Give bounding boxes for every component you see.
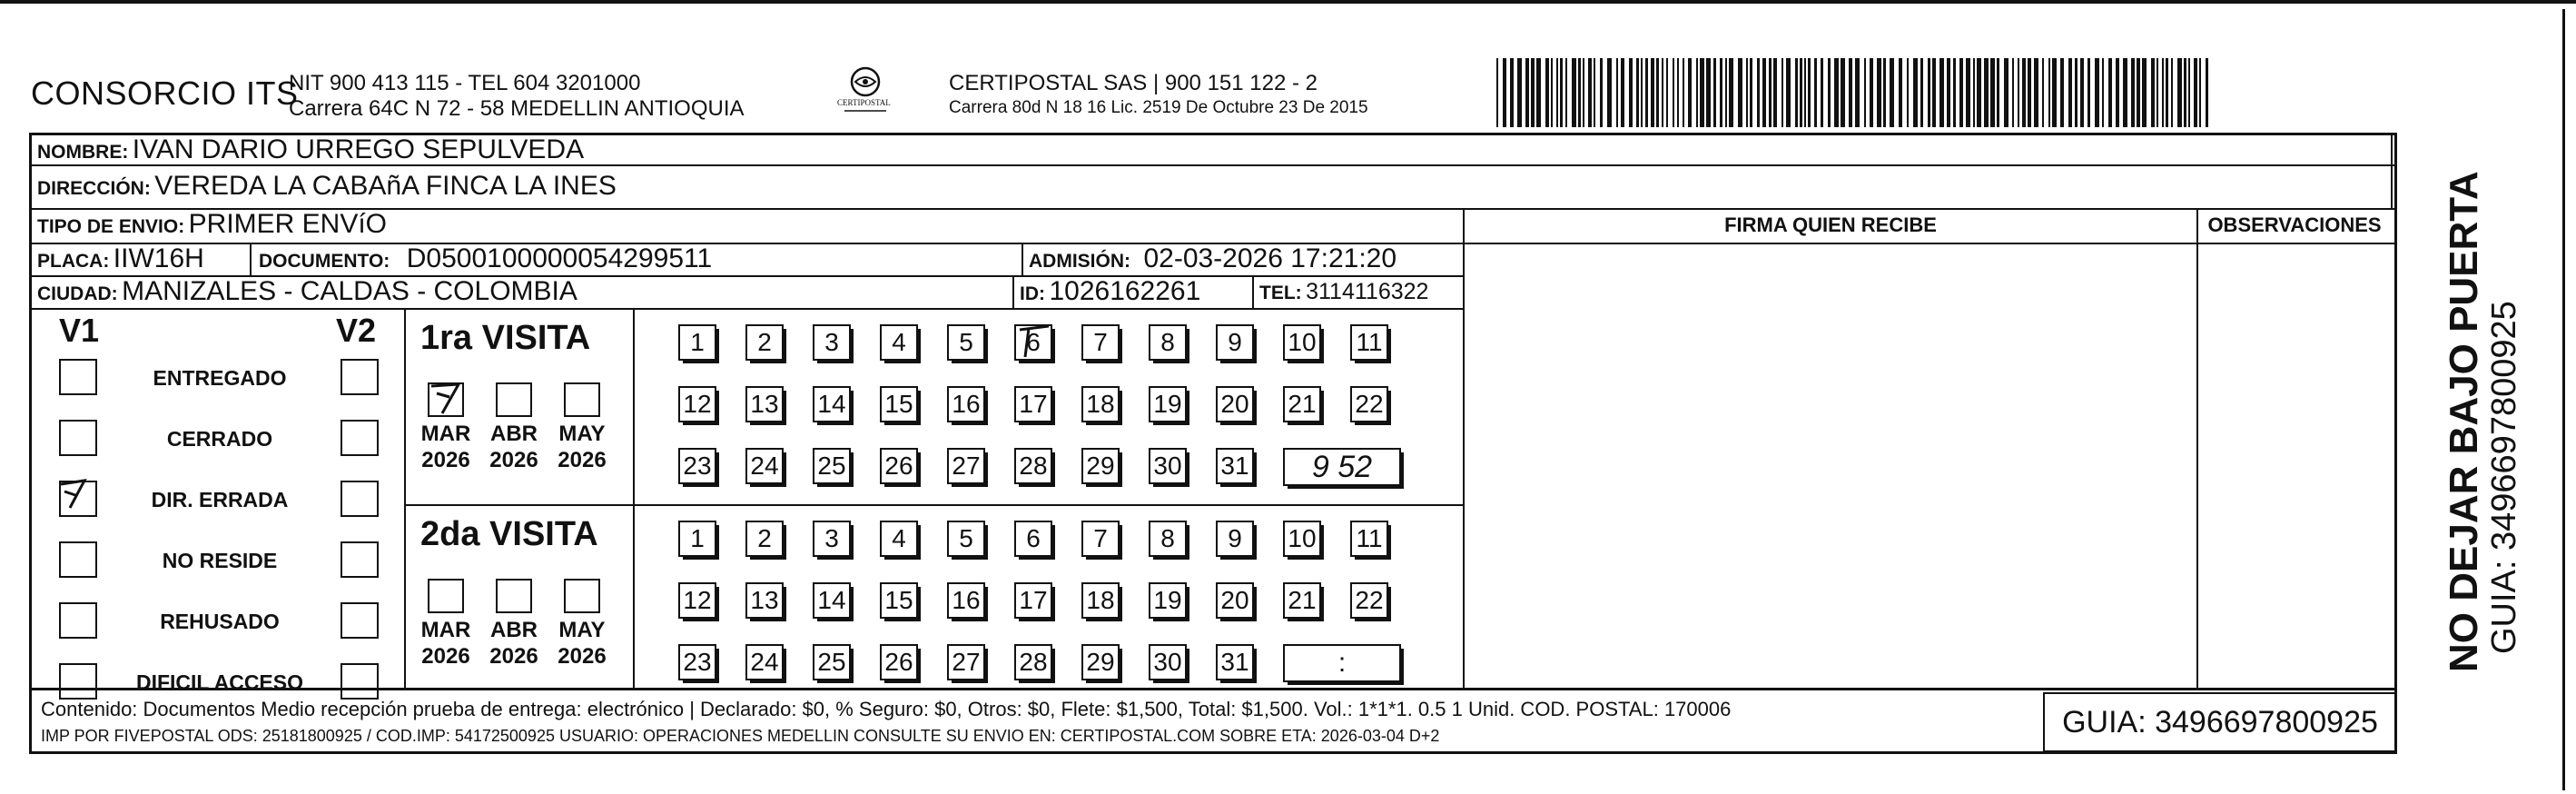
- month-year: 2026: [558, 448, 607, 472]
- status-label: REHUSADO: [160, 610, 280, 633]
- month-name: ABR: [490, 422, 538, 446]
- day-box[interactable]: 16: [947, 386, 985, 422]
- day-box[interactable]: 7: [1081, 324, 1120, 361]
- company-info: [289, 71, 745, 122]
- month-name: MAR: [420, 618, 471, 642]
- month-checkbox[interactable]: [496, 382, 532, 417]
- day-box[interactable]: 8: [1149, 521, 1187, 557]
- barcode: [1496, 58, 2214, 127]
- day-box[interactable]: 13: [745, 386, 784, 422]
- month-checkbox[interactable]: [564, 382, 600, 417]
- month-label: [414, 421, 478, 473]
- day-box[interactable]: 22: [1350, 582, 1388, 619]
- day-box[interactable]: 29: [1081, 448, 1120, 484]
- company-address: Carrera 64C N 72 - 58 MEDELLIN ANTIOQUIA: [289, 96, 745, 121]
- day-box[interactable]: 26: [880, 448, 918, 484]
- day-box[interactable]: 2: [745, 324, 784, 361]
- day-box[interactable]: 20: [1216, 582, 1254, 619]
- admision-field: [1029, 244, 1397, 278]
- day-box[interactable]: 20: [1216, 386, 1254, 422]
- day-box[interactable]: 17: [1014, 386, 1052, 422]
- day-box[interactable]: 28: [1014, 644, 1052, 680]
- day-box[interactable]: 27: [947, 644, 985, 680]
- visit-title: 1ra VISITA: [420, 319, 591, 357]
- v2-checkbox[interactable]: [341, 541, 379, 578]
- day-box[interactable]: 4: [880, 324, 918, 361]
- tel-label: TEL:: [1259, 283, 1302, 303]
- day-box[interactable]: 23: [678, 448, 716, 484]
- nombre-value: IVAN DARIO URREGO SEPULVEDA: [132, 134, 585, 164]
- v2-checkbox[interactable]: [341, 602, 379, 639]
- v1-checkbox[interactable]: [59, 602, 97, 639]
- month-label: [414, 617, 478, 670]
- no-dejar-bajo-puerta: NO DEJAR BAJO PUERTA: [2442, 171, 2486, 672]
- footer-imp-line: IMP POR FIVEPOSTAL ODS: 25181800925 / COD.IMP: 54172500925 USUARIO: OPERACIONES MEDELLIN CONSULTE SU ENVIO EN: CERTIPOSTAL.COM SOBRE ETA: 2026-03-04 D+2: [41, 727, 1440, 745]
- day-box[interactable]: 23: [678, 644, 716, 680]
- day-box[interactable]: 25: [813, 448, 851, 484]
- month-year: 2026: [421, 644, 470, 669]
- carrier-info: [949, 71, 1368, 120]
- placa-label: PLACA:: [37, 251, 110, 272]
- time-field[interactable]: 9 52: [1283, 448, 1401, 486]
- v1-header: V1: [59, 312, 100, 349]
- day-box[interactable]: 9: [1216, 324, 1254, 361]
- admision-value: 02-03-2026 17:21:20: [1143, 243, 1397, 273]
- col-divider: [404, 308, 406, 690]
- footer: [29, 690, 2397, 754]
- side-guia: GUIA: 3496697800925: [2485, 301, 2523, 654]
- company-name: CONSORCIO ITS: [31, 74, 299, 112]
- day-box[interactable]: 6: [1014, 521, 1052, 557]
- day-box[interactable]: 24: [745, 644, 784, 680]
- col-divider: [1012, 275, 1014, 308]
- admision-label: ADMISIÓN:: [1029, 251, 1130, 272]
- status-label: DIFICIL ACCESO: [135, 670, 303, 694]
- direccion-value: VEREDA LA CABAñA FINCA LA INES: [154, 171, 617, 201]
- id-value: 1026162261: [1049, 276, 1201, 306]
- day-box[interactable]: 21: [1283, 386, 1321, 422]
- direccion-field: [37, 172, 617, 205]
- row-divider: [404, 504, 1463, 506]
- month-name: MAY: [558, 422, 606, 446]
- status-label: DIR. ERRADA: [151, 488, 289, 511]
- ciudad-value: MANIZALES - CALDAS - COLOMBIA: [122, 276, 577, 306]
- day-box[interactable]: 26: [880, 644, 918, 680]
- tipo-envio-value: PRIMER ENVíO: [188, 209, 388, 239]
- placa-value: IIW16H: [113, 243, 204, 273]
- certipostal-seal-icon: [834, 64, 897, 116]
- time-field[interactable]: :: [1283, 644, 1401, 682]
- col-divider: [1022, 243, 1023, 275]
- documento-value: D0500100000054299511: [406, 243, 713, 273]
- v2-header: V2: [336, 312, 377, 349]
- day-box[interactable]: 29: [1081, 644, 1120, 680]
- status-label: CERRADO: [166, 427, 273, 451]
- day-box[interactable]: 9: [1216, 521, 1254, 557]
- day-box[interactable]: 4: [880, 521, 918, 557]
- col-divider: [1252, 275, 1254, 308]
- day-box[interactable]: 10: [1283, 324, 1321, 361]
- month-label: [482, 421, 546, 473]
- tipo-envio-field: [37, 210, 387, 243]
- footer-content-line: Contenido: Documentos Medio recepción prueba de entrega: electrónico | Declarado: $0, % Seguro: $0, Otros: $0, Flete: $1,500, Total: $1,500. Vol.: 1*1*1. 0.5 1 Unid. COD. POSTAL: 170006: [41, 698, 1732, 720]
- day-box[interactable]: 11: [1350, 521, 1388, 557]
- side-labels: [2443, 171, 2522, 672]
- documento-label: DOCUMENTO:: [259, 251, 390, 272]
- col-divider: [2391, 135, 2393, 208]
- month-name: ABR: [490, 618, 538, 642]
- day-box[interactable]: 27: [947, 448, 985, 484]
- day-box[interactable]: 24: [745, 448, 784, 484]
- day-box[interactable]: 12: [678, 386, 716, 422]
- v1-checkbox[interactable]: [59, 359, 97, 395]
- month-label: [550, 421, 614, 473]
- day-box[interactable]: 18: [1081, 386, 1120, 422]
- month-year: 2026: [558, 644, 607, 669]
- status-label: ENTREGADO: [153, 366, 287, 390]
- tipo-envio-label: TIPO DE ENVIO:: [37, 216, 185, 237]
- day-box[interactable]: 13: [745, 582, 784, 619]
- day-box[interactable]: 11: [1350, 324, 1388, 361]
- nombre-label: NOMBRE:: [37, 142, 129, 163]
- col-divider: [1463, 208, 1465, 690]
- v2-checkbox[interactable]: [341, 481, 379, 517]
- day-box[interactable]: 12: [678, 582, 716, 619]
- day-box[interactable]: 14: [813, 386, 851, 422]
- shipping-form: [29, 133, 2397, 694]
- day-box[interactable]: 8: [1149, 324, 1187, 361]
- v2-checkbox[interactable]: [341, 420, 379, 456]
- id-label: ID:: [1020, 283, 1045, 304]
- v1-checkbox[interactable]: [59, 420, 97, 456]
- month-checkbox[interactable]: [428, 382, 464, 417]
- footer-guia: GUIA: 3496697800925: [2043, 692, 2397, 752]
- col-divider: [633, 308, 635, 690]
- top-border: [0, 0, 2576, 4]
- carrier-name: CERTIPOSTAL SAS | 900 151 122 - 2: [949, 71, 1318, 95]
- month-label: [482, 617, 546, 670]
- day-box[interactable]: 16: [947, 582, 985, 619]
- id-field: [1020, 277, 1200, 311]
- day-box[interactable]: 15: [880, 582, 918, 619]
- company-nit-tel: NIT 900 413 115 - TEL 604 3201000: [289, 71, 641, 95]
- day-box[interactable]: 1: [678, 521, 716, 557]
- day-box[interactable]: 1: [678, 324, 716, 361]
- seal-text: CERTIPOSTAL: [837, 98, 891, 107]
- documento-field: [259, 244, 712, 278]
- day-box[interactable]: 17: [1014, 582, 1052, 619]
- day-box[interactable]: 19: [1149, 386, 1187, 422]
- day-box[interactable]: 30: [1149, 644, 1187, 680]
- day-box[interactable]: 28: [1014, 448, 1052, 484]
- month-year: 2026: [421, 448, 470, 472]
- visit-title: 2da VISITA: [420, 515, 598, 553]
- month-name: MAY: [558, 618, 606, 642]
- month-checkbox[interactable]: [428, 579, 464, 613]
- day-box[interactable]: 15: [880, 386, 918, 422]
- col-divider: [2196, 208, 2198, 690]
- right-border: [2562, 9, 2565, 790]
- tel-field: [1259, 277, 1428, 310]
- month-checkbox[interactable]: [496, 579, 532, 613]
- carrier-address: Carrera 80d N 18 16 Lic. 2519 De Octubre 23 De 2015: [949, 98, 1368, 117]
- day-number: 6: [1026, 328, 1041, 356]
- placa-field: [37, 244, 204, 278]
- col-divider: [250, 243, 252, 275]
- day-box[interactable]: 30: [1149, 448, 1187, 484]
- day-box[interactable]: [1014, 324, 1052, 361]
- ciudad-label: CIUDAD:: [37, 283, 118, 304]
- month-year: 2026: [489, 448, 538, 472]
- day-box[interactable]: 7: [1081, 521, 1120, 557]
- month-name: MAR: [420, 422, 471, 446]
- tel-value: 3114116322: [1306, 279, 1429, 304]
- v2-checkbox[interactable]: [341, 359, 379, 395]
- v1-checkbox[interactable]: [59, 481, 97, 517]
- observaciones-header: OBSERVACIONES: [2207, 213, 2382, 236]
- day-box[interactable]: 18: [1081, 582, 1120, 619]
- day-box[interactable]: 14: [813, 582, 851, 619]
- day-box[interactable]: 31: [1216, 448, 1254, 484]
- firma-header: FIRMA QUIEN RECIBE: [1724, 213, 1937, 236]
- day-box[interactable]: 21: [1283, 582, 1321, 619]
- nombre-field: [37, 135, 584, 169]
- day-box[interactable]: 5: [947, 324, 985, 361]
- ciudad-field: [37, 277, 577, 311]
- day-box[interactable]: 22: [1350, 386, 1388, 422]
- day-box[interactable]: 3: [813, 324, 851, 361]
- day-box[interactable]: 10: [1283, 521, 1321, 557]
- direccion-label: DIRECCIÓN:: [37, 178, 151, 199]
- day-box[interactable]: 3: [813, 521, 851, 557]
- day-box[interactable]: 25: [813, 644, 851, 680]
- day-box[interactable]: 2: [745, 521, 784, 557]
- month-label: [550, 617, 614, 670]
- month-year: 2026: [489, 644, 538, 669]
- status-label: NO RESIDE: [162, 549, 278, 572]
- day-box[interactable]: 5: [947, 521, 985, 557]
- day-box[interactable]: 19: [1149, 582, 1187, 619]
- v1-checkbox[interactable]: [59, 541, 97, 578]
- day-box[interactable]: 31: [1216, 644, 1254, 680]
- month-checkbox[interactable]: [564, 579, 600, 613]
